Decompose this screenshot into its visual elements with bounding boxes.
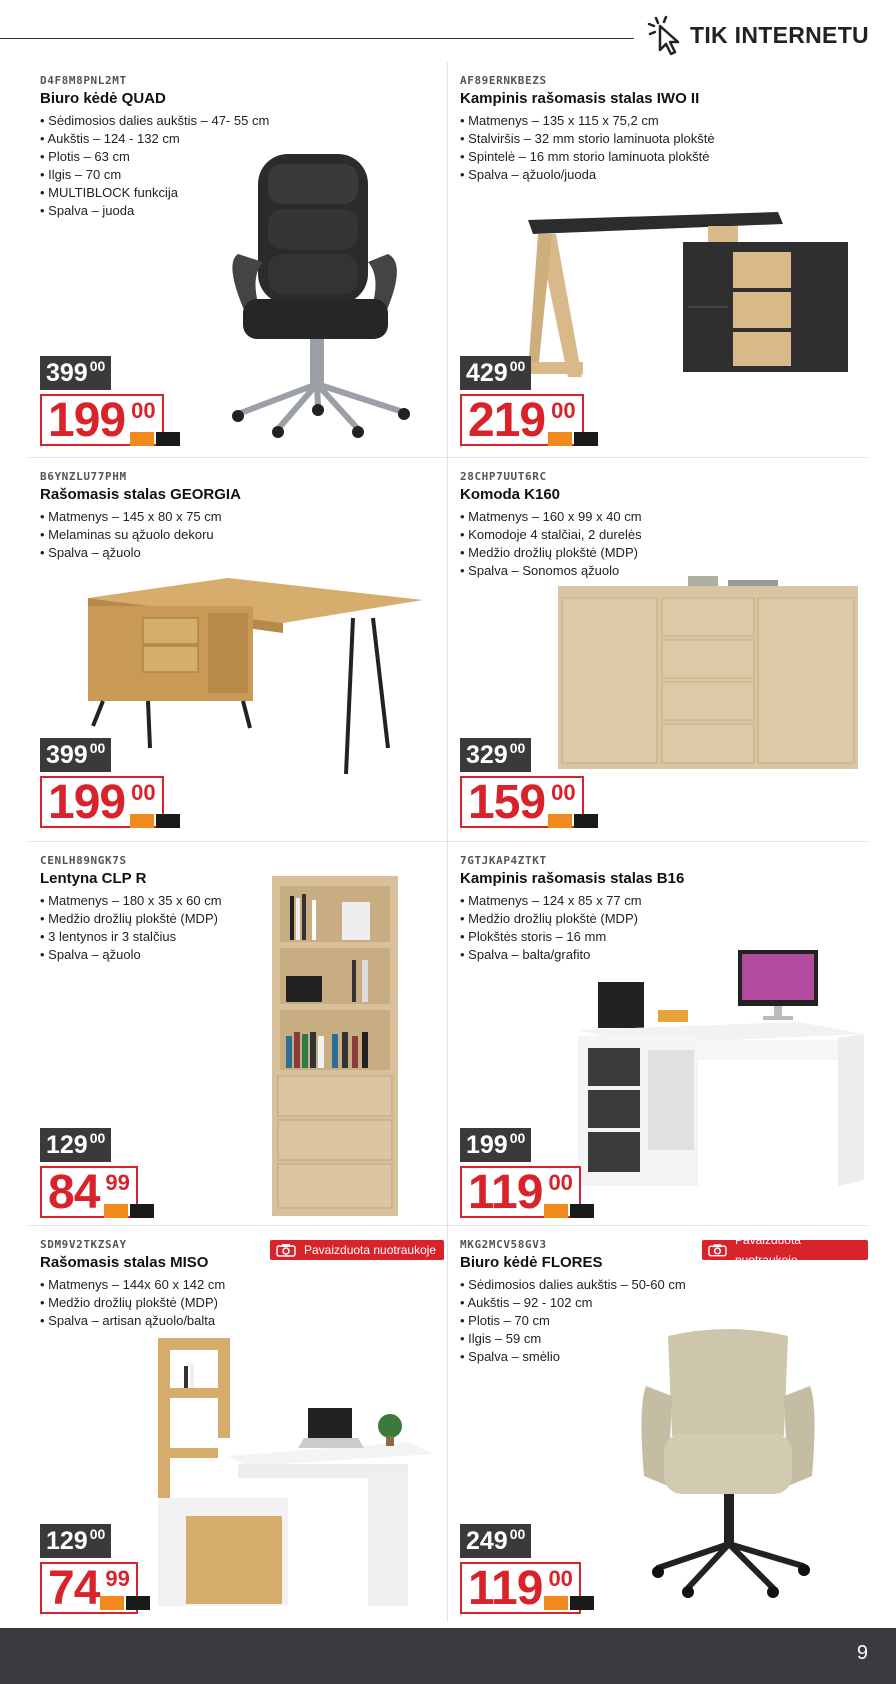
spec-item: • MULTIBLOCK funkcija xyxy=(40,184,269,202)
new-price: 159 00 xyxy=(460,776,584,828)
installment-badge xyxy=(130,814,154,828)
product-code: MKG2MCV58GV3 xyxy=(460,1238,547,1251)
new-price: 199 00 xyxy=(40,394,164,446)
installment-badge xyxy=(548,814,572,828)
spec-item: • Melaminas su ąžuolo dekoru xyxy=(40,526,222,544)
desk-with-shelf-image xyxy=(158,1338,438,1608)
payment-badges xyxy=(544,1596,594,1610)
product-card-georgia[interactable] xyxy=(28,458,448,842)
online-only-badge xyxy=(646,14,869,56)
installment-badge xyxy=(100,1596,124,1610)
spec-item: • Matmenys – 144x 60 x 142 cm xyxy=(40,1276,225,1294)
product-card-iwo[interactable] xyxy=(448,62,868,446)
spec-item: • Matmenys – 160 x 99 x 40 cm xyxy=(460,508,642,526)
spec-item: • Spalva – juoda xyxy=(40,202,269,220)
pictured-tag-label: Pavaizduota nuotraukoje xyxy=(304,1243,437,1257)
product-title[interactable]: Rašomasis stalas GEORGIA xyxy=(40,486,241,503)
spec-item: • 3 lentynos ir 3 stalčius xyxy=(40,928,222,946)
card-badge xyxy=(574,432,598,446)
camera-icon xyxy=(276,1243,296,1257)
new-price: 119 00 xyxy=(460,1166,581,1218)
product-card-miso[interactable] xyxy=(28,1226,448,1615)
pictured-tag-label: Pavaizduota nuotraukoje xyxy=(734,1233,801,1267)
payment-badges xyxy=(104,1204,154,1218)
cursor-click-icon xyxy=(646,14,688,56)
pictured-tag xyxy=(702,1233,868,1267)
product-title[interactable]: Biuro kėdė FLORES xyxy=(460,1254,603,1271)
spec-item: • Aukštis – 92 - 102 cm xyxy=(460,1294,686,1312)
old-price: 429 00 xyxy=(460,356,531,390)
product-title[interactable]: Komoda K160 xyxy=(460,486,561,503)
new-price: 84 99 xyxy=(40,1166,138,1218)
installment-badge xyxy=(544,1596,568,1610)
product-code: 28CHP7UUT6RC xyxy=(460,470,547,483)
corner-desk-white-image xyxy=(578,950,864,1190)
payment-badges xyxy=(130,814,180,828)
card-badge xyxy=(126,1596,150,1610)
product-card-k160[interactable] xyxy=(448,458,868,842)
page-header xyxy=(0,0,896,70)
spec-item: • Spalva – ąžuolo xyxy=(40,946,222,964)
new-price: 199 00 xyxy=(40,776,164,828)
product-title[interactable]: Biuro kėdė QUAD xyxy=(40,90,166,107)
spec-item: • Medžio drožlių plokštė (MDP) xyxy=(460,910,642,928)
bookshelf-image xyxy=(272,876,402,1216)
card-badge xyxy=(130,1204,154,1218)
card-badge xyxy=(156,432,180,446)
installment-badge xyxy=(130,432,154,446)
card-badge xyxy=(570,1204,594,1218)
spec-item: • Plokštės storis – 16 mm xyxy=(460,928,642,946)
spec-item: • Sėdimosios dalies aukštis – 50-60 cm xyxy=(460,1276,686,1294)
spec-item: • Sėdimosios dalies aukštis – 47- 55 cm xyxy=(40,112,269,130)
page-footer xyxy=(0,1628,896,1684)
old-price: 329 00 xyxy=(460,738,531,772)
old-price: 399 00 xyxy=(40,738,111,772)
camera-icon xyxy=(708,1243,727,1257)
product-card-b16[interactable] xyxy=(448,842,868,1226)
installment-badge xyxy=(548,432,572,446)
product-specs xyxy=(40,508,222,562)
product-title[interactable]: Rašomasis stalas MISO xyxy=(40,1254,209,1271)
spec-item: • Spalva – ąžuolo/juoda xyxy=(460,166,715,184)
new-price: 219 00 xyxy=(460,394,584,446)
spec-item: • Medžio drožlių plokštė (MDP) xyxy=(460,544,642,562)
spec-item: • Plotis – 63 cm xyxy=(40,148,269,166)
product-card-quad[interactable] xyxy=(28,62,448,446)
spec-item: • Plotis – 70 cm xyxy=(460,1312,686,1330)
product-card-clp[interactable] xyxy=(28,842,448,1226)
old-price: 199 00 xyxy=(460,1128,531,1162)
old-price: 129 00 xyxy=(40,1128,111,1162)
spec-item: • Spintelė – 16 mm storio laminuota plokštė xyxy=(460,148,715,166)
payment-badges xyxy=(544,1204,594,1218)
payment-badges xyxy=(130,432,180,446)
payment-badges xyxy=(548,814,598,828)
product-code: B6YNZLU77PHM xyxy=(40,470,127,483)
new-price: 74 99 xyxy=(40,1562,138,1614)
armchair-image xyxy=(638,1326,818,1606)
header-title: TIK INTERNETU xyxy=(690,21,869,48)
spec-item: • Spalva – smėlio xyxy=(460,1348,686,1366)
chest-of-drawers-image xyxy=(558,576,858,776)
spec-item: • Matmenys – 180 x 35 x 60 cm xyxy=(40,892,222,910)
product-specs xyxy=(460,508,642,580)
product-code: CENLH89NGK7S xyxy=(40,854,127,867)
spec-item: • Aukštis – 124 - 132 cm xyxy=(40,130,269,148)
old-price: 249 00 xyxy=(460,1524,531,1558)
header-divider xyxy=(0,38,634,39)
spec-item: • Matmenys – 135 x 115 x 75,2 cm xyxy=(460,112,715,130)
card-badge xyxy=(574,814,598,828)
payment-badges xyxy=(100,1596,150,1610)
spec-item: • Spalva – balta/grafito xyxy=(460,946,642,964)
writing-desk-image xyxy=(88,578,428,778)
spec-item: • Matmenys – 124 x 85 x 77 cm xyxy=(460,892,642,910)
spec-item: • Medžio drožlių plokštė (MDP) xyxy=(40,910,222,928)
card-badge xyxy=(156,814,180,828)
product-code: D4F8M8PNL2MT xyxy=(40,74,127,87)
spec-item: • Komodoje 4 stalčiai, 2 durelės xyxy=(460,526,642,544)
product-title[interactable]: Kampinis rašomasis stalas IWO II xyxy=(460,90,700,107)
card-badge xyxy=(570,1596,594,1610)
spec-item: • Matmenys – 145 x 80 x 75 cm xyxy=(40,508,222,526)
old-price: 129 00 xyxy=(40,1524,111,1558)
page-number: 9 xyxy=(856,1642,868,1664)
product-code: SDM9V2TKZSAY xyxy=(40,1238,127,1251)
installment-badge xyxy=(104,1204,128,1218)
product-specs xyxy=(40,1276,225,1330)
spec-item: • Ilgis – 59 cm xyxy=(460,1330,686,1348)
spec-item: • Ilgis – 70 cm xyxy=(40,166,269,184)
spec-item: • Spalva – artisan ąžuolo/balta xyxy=(40,1312,225,1330)
product-card-flores[interactable] xyxy=(448,1226,868,1615)
product-title[interactable]: Kampinis rašomasis stalas B16 xyxy=(460,870,685,887)
spec-item: • Stalviršis – 32 mm storio laminuota plokštė xyxy=(460,130,715,148)
product-code: 7GTJKAP4ZTKT xyxy=(460,854,547,867)
spec-item: • Medžio drožlių plokštė (MDP) xyxy=(40,1294,225,1312)
corner-desk-image xyxy=(528,212,848,392)
new-price: 119 00 xyxy=(460,1562,581,1614)
office-chair-image xyxy=(218,144,428,444)
product-specs xyxy=(460,112,715,184)
payment-badges xyxy=(548,432,598,446)
pictured-tag xyxy=(270,1240,444,1260)
product-specs xyxy=(40,892,222,964)
product-title[interactable]: Lentyna CLP R xyxy=(40,870,147,887)
product-code: AF89ERNKBEZS xyxy=(460,74,547,87)
old-price: 399 00 xyxy=(40,356,111,390)
installment-badge xyxy=(544,1204,568,1218)
spec-item: • Spalva – ąžuolo xyxy=(40,544,222,562)
spec-item: • Spalva – Sonomos ąžuolo xyxy=(460,562,642,580)
